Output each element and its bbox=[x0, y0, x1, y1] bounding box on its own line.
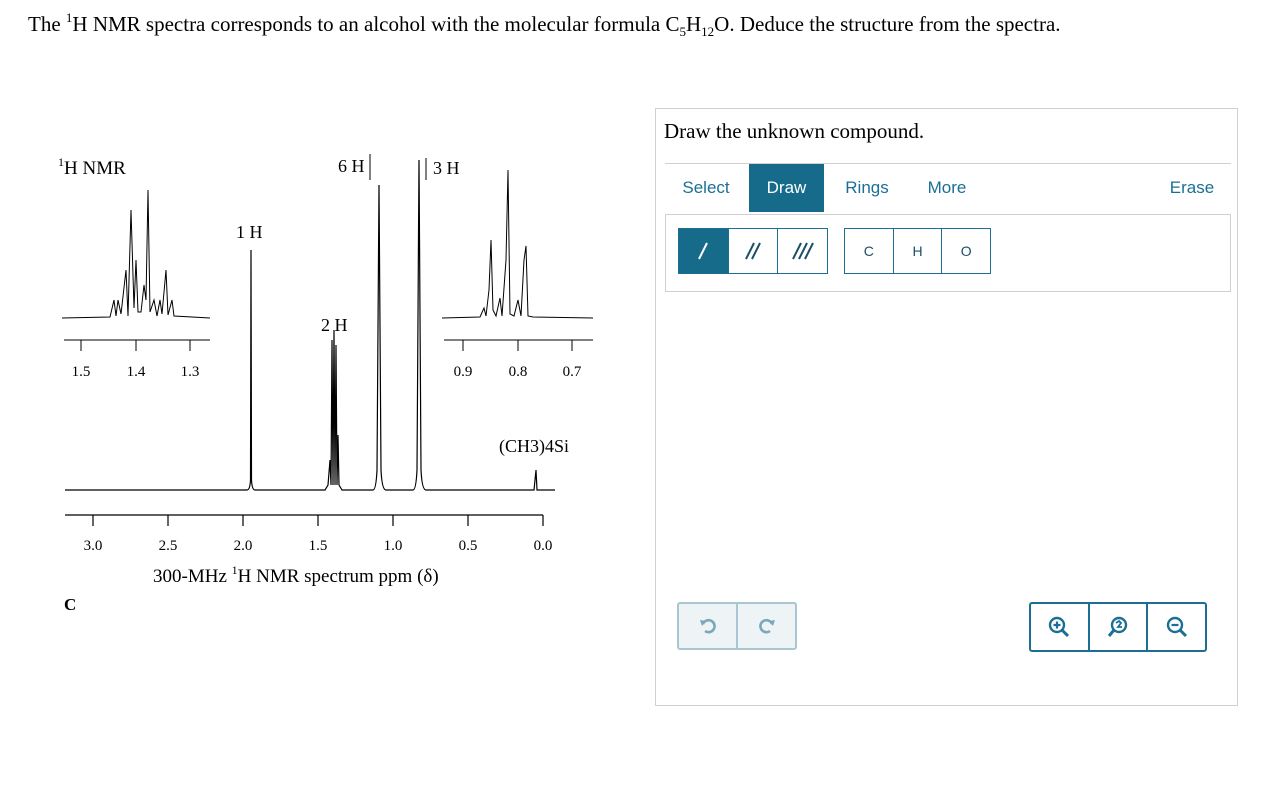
main-tick-label: 2.5 bbox=[158, 538, 178, 554]
inset-tick-label: 1.3 bbox=[180, 364, 200, 380]
atom-c-button[interactable]: C bbox=[845, 229, 894, 273]
redo-icon bbox=[757, 616, 777, 636]
zoom-group bbox=[1029, 602, 1207, 652]
main-spectrum-trace bbox=[65, 160, 555, 490]
double-bond-button[interactable] bbox=[729, 229, 779, 273]
single-bond-button[interactable] bbox=[679, 229, 729, 273]
main-tick-label: 3.0 bbox=[83, 538, 103, 554]
tab-more[interactable]: More bbox=[927, 178, 967, 197]
main-tick-label: 0.0 bbox=[533, 538, 553, 554]
question-text: The $^1$H NMR spectra corresponds to an alcohol with the molecular formula $C_5H_{12}O$. Deduce the structure from the spectra. bbox=[28, 10, 1061, 39]
editor-title: Draw the unknown compound. bbox=[664, 119, 925, 143]
main-tick-label: 0.5 bbox=[458, 538, 478, 554]
zoom-in-button[interactable] bbox=[1031, 604, 1090, 650]
inset-tick-label: 1.4 bbox=[126, 364, 146, 380]
inset-tick-label: 0.7 bbox=[562, 364, 582, 380]
figure-letter: C bbox=[64, 595, 77, 614]
peak-label-2h: 2 H bbox=[321, 315, 348, 335]
tab-select[interactable]: Select bbox=[682, 178, 730, 197]
nmr-label: $^1$H NMR bbox=[58, 155, 126, 179]
left-inset-trace bbox=[62, 190, 210, 318]
draw-toolbar bbox=[665, 214, 1231, 292]
redo-button[interactable] bbox=[738, 604, 795, 648]
peak-label-6h: 6 H bbox=[338, 156, 365, 176]
editor-tabbar bbox=[665, 163, 1231, 215]
zoom-reset-button[interactable] bbox=[1090, 604, 1149, 650]
nmr-spectrum-figure bbox=[40, 140, 640, 620]
zoom-out-icon bbox=[1166, 616, 1188, 638]
main-tick-label: 1.0 bbox=[383, 538, 403, 554]
undo-icon bbox=[698, 616, 718, 636]
right-inset-trace bbox=[442, 170, 593, 318]
zoom-in-icon bbox=[1048, 616, 1070, 638]
atom-h-button[interactable]: H bbox=[894, 229, 943, 273]
zoom-reset-icon bbox=[1107, 616, 1129, 638]
triple-bond-button[interactable] bbox=[778, 229, 827, 273]
bond-tool-group bbox=[678, 228, 828, 274]
main-tick-label: 2.0 bbox=[233, 538, 253, 554]
triple-bond-icon bbox=[791, 240, 815, 262]
inset-tick-label: 1.5 bbox=[71, 364, 91, 380]
tab-rings[interactable]: Rings bbox=[845, 178, 889, 197]
peak-label-1h: 1 H bbox=[236, 222, 263, 242]
peak-label-3h: 3 H bbox=[433, 158, 460, 178]
main-tick-label: 1.5 bbox=[308, 538, 328, 554]
spectrum-caption: 300-MHz $^1$H NMR spectrum ppm (δ) bbox=[153, 563, 439, 587]
tab-draw[interactable]: Draw bbox=[749, 164, 824, 212]
atom-tool-group bbox=[844, 228, 991, 274]
main-axis-ticks bbox=[93, 515, 543, 526]
structure-editor-panel bbox=[655, 108, 1238, 706]
zoom-out-button[interactable] bbox=[1148, 604, 1205, 650]
undo-redo-group bbox=[677, 602, 797, 650]
double-bond-icon bbox=[742, 240, 764, 262]
tab-erase[interactable]: Erase bbox=[1169, 178, 1215, 197]
atom-o-button[interactable]: O bbox=[960, 243, 972, 259]
tms-label: (CH3)4Si bbox=[499, 436, 570, 456]
undo-button[interactable] bbox=[679, 604, 738, 648]
single-bond-icon bbox=[692, 240, 714, 262]
inset-tick-label: 0.8 bbox=[508, 364, 528, 380]
inset-tick-label: 0.9 bbox=[453, 364, 473, 380]
